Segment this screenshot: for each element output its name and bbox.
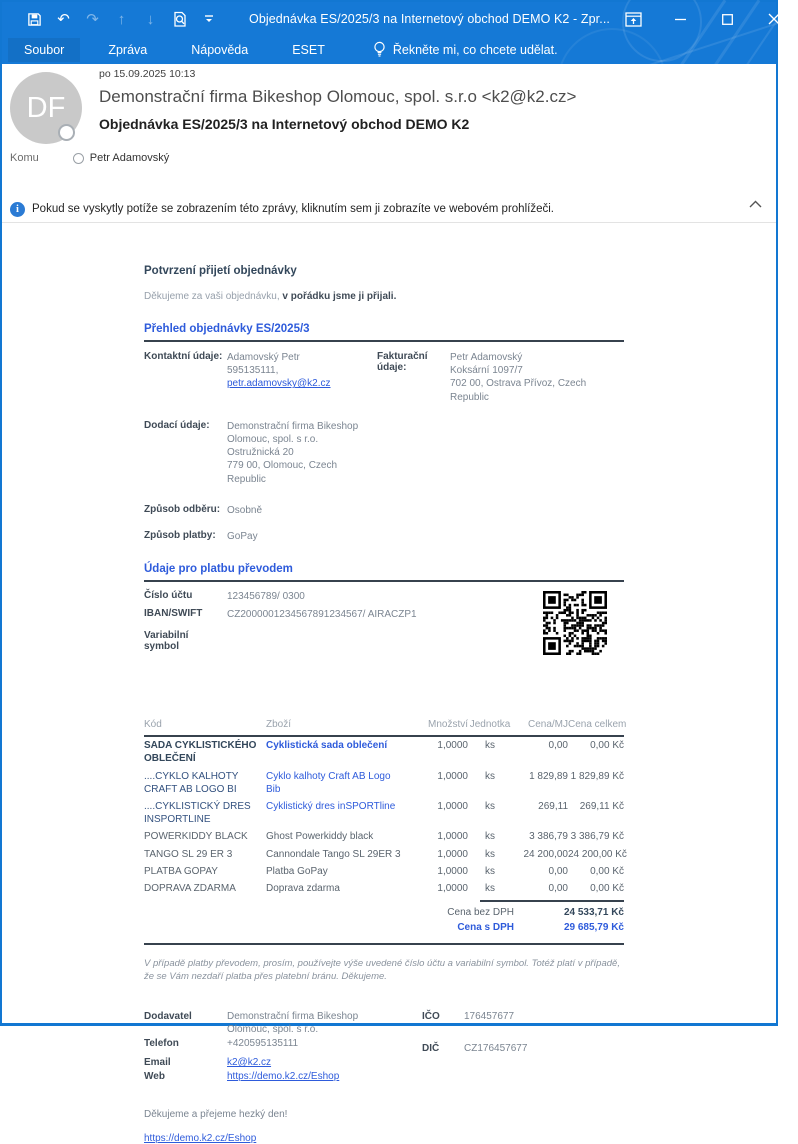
info-bar[interactable] xyxy=(2,196,776,223)
thanks-line: Děkujeme za vaši objednávku, v pořádku jsme ji přijali. xyxy=(144,291,397,302)
order-table-row xyxy=(144,737,624,767)
billing-label: Fakturační údaje: xyxy=(377,351,428,373)
item-price: 1 829,89 xyxy=(529,770,568,782)
item-code: TANGO SL 29 ER 3 xyxy=(144,848,233,860)
item-code: DOPRAVA ZDARMA xyxy=(144,882,236,894)
tab-soubor[interactable]: Soubor xyxy=(8,38,80,62)
iban-label: IBAN/SWIFT xyxy=(144,608,203,620)
item-qty: 1,0000 xyxy=(437,740,468,752)
item-unit: ks xyxy=(485,865,495,877)
item-name: Cannondale Tango SL 29ER 3 xyxy=(266,848,401,860)
item-code: PLATBA GOPAY xyxy=(144,865,218,877)
item-unit: ks xyxy=(485,882,495,894)
tab-napoveda[interactable]: Nápověda xyxy=(191,43,249,57)
order-table-header: Kód Zboží Množství Jednotka Cena/MJ Cena celkem xyxy=(144,719,627,731)
supplier-name: Demonstrační firma Bikeshop Olomouc, spol. s r.o. xyxy=(227,1010,359,1035)
dic-value: CZ176457677 xyxy=(464,1043,528,1055)
divider xyxy=(144,340,624,342)
supplier-web-link[interactable]: https://demo.k2.cz/Eshop xyxy=(227,1071,340,1083)
message-date: po 15.09.2025 10:13 xyxy=(99,68,196,80)
item-total: 1 829,89 Kč xyxy=(570,770,624,782)
total-label: Cena s DPH xyxy=(457,921,514,933)
item-total: 3 386,79 Kč xyxy=(570,831,624,843)
tab-eset[interactable]: ESET xyxy=(292,43,325,57)
order-total-row xyxy=(144,906,624,921)
account-value: 123456789/ 0300 xyxy=(227,591,305,603)
item-code: POWERKIDDY BLACK xyxy=(144,831,248,843)
contact-label: Kontaktní údaje: xyxy=(144,351,223,362)
order-table-row xyxy=(144,846,627,863)
sender-avatar[interactable]: DF xyxy=(10,72,82,144)
item-name[interactable]: Cyklo kalhoty Craft AB Logo Bib xyxy=(266,770,391,795)
iban-value: CZ2000001234567891234567/ AIRACZP1 xyxy=(227,609,417,621)
item-unit: ks xyxy=(485,801,495,812)
message-subject: Objednávka ES/2025/3 na Internetový obchod DEMO K2 xyxy=(99,116,470,132)
customize-toolbar-icon[interactable] xyxy=(194,6,223,32)
item-name: Platba GoPay xyxy=(266,865,328,877)
minimize-button[interactable] xyxy=(657,2,704,36)
print-preview-icon[interactable] xyxy=(165,6,194,32)
transfer-heading: Údaje pro platbu převodem xyxy=(144,563,293,576)
order-table-row xyxy=(144,768,624,798)
undo-icon[interactable]: ↶ xyxy=(57,11,70,28)
tell-me-label: Řekněte mi, co chcete udělat. xyxy=(392,43,558,57)
to-label: Komu xyxy=(10,152,39,164)
info-icon: i xyxy=(10,202,25,217)
item-unit: ks xyxy=(485,831,495,843)
supplier-label: Dodavatel xyxy=(144,1010,192,1022)
maximize-button[interactable] xyxy=(704,2,751,36)
delivery-label: Dodací údaje: xyxy=(144,419,210,431)
collapse-chevron-icon[interactable] xyxy=(749,200,762,212)
titlebar xyxy=(2,2,776,36)
order-total-row xyxy=(144,921,624,936)
quick-access-toolbar xyxy=(20,6,223,32)
payment-value: GoPay xyxy=(227,530,258,542)
ribbon-tab-row xyxy=(2,36,776,64)
ico-label: IČO xyxy=(422,1010,440,1022)
order-table xyxy=(144,716,627,945)
supplier-email-link[interactable]: k2@k2.cz xyxy=(227,1057,272,1069)
delivery-value: Demonstrační firma Bikeshop Olomouc, spol. s r.o. Ostružnická 20 779 00, Olomouc, Czech Republic xyxy=(227,420,359,485)
move-down-icon[interactable]: ↓ xyxy=(146,10,155,28)
item-name: Ghost Powerkiddy black xyxy=(266,831,374,843)
item-price: 3 386,79 xyxy=(529,831,568,843)
item-name[interactable]: Cyklistická sada oblečení xyxy=(266,740,388,752)
contact-email-link[interactable]: petr.adamovsky@k2.cz xyxy=(227,378,331,390)
window-title: Objednávka ES/2025/3 na Internetový obchod DEMO K2 - Zpr... xyxy=(249,12,610,26)
ico-value: 176457677 xyxy=(464,1010,515,1022)
item-qty: 1,0000 xyxy=(437,882,468,894)
order-overview-heading: Přehled objednávky ES/2025/3 xyxy=(144,323,310,335)
divider xyxy=(144,943,624,945)
item-price: 0,00 xyxy=(548,740,568,752)
closing-line: Děkujeme a přejeme hezký den! xyxy=(144,1108,288,1120)
pickup-label: Způsob odběru: xyxy=(144,503,221,515)
payment-note: V případě platby převodem, prosím, používejte výše uvedené číslo účtu a variabilní symbol. Totéž platí v případě, že se Vám nezdaří platba přes platební bránu. Děkujeme. xyxy=(144,958,620,983)
order-table-row xyxy=(144,863,624,880)
item-unit: ks xyxy=(485,740,495,752)
item-total: 269,11 Kč xyxy=(579,801,624,812)
total-label: Cena bez DPH xyxy=(447,907,514,919)
item-unit: ks xyxy=(485,848,495,860)
qr-code xyxy=(543,591,607,655)
mail-body xyxy=(144,265,627,1144)
billing-value: Petr Adamovský Koksární 1097/7 702 00, Ostrava Přívoz, Czech Republic xyxy=(450,352,587,403)
confirmation-heading: Potvrzení přijetí objednávky xyxy=(144,265,297,277)
window-controls xyxy=(610,2,798,36)
tab-zprava[interactable]: Zpráva xyxy=(108,43,148,57)
recipient-presence-icon xyxy=(73,153,84,164)
ribbon-display-options-icon[interactable] xyxy=(610,2,657,36)
divider xyxy=(144,580,624,582)
item-total: 0,00 Kč xyxy=(590,865,624,877)
web-label: Web xyxy=(144,1071,165,1083)
contact-value: Adamovský Petr 595135111, petr.adamovsky@k2.cz xyxy=(227,352,331,390)
recipient-name[interactable]: Petr Adamovský xyxy=(89,152,170,164)
item-name: Doprava zdarma xyxy=(266,882,340,894)
pickup-value: Osobně xyxy=(227,504,263,516)
footer-shop-link[interactable]: https://demo.k2.cz/Eshop xyxy=(144,1132,257,1144)
redo-icon[interactable]: ↷ xyxy=(86,11,99,28)
item-qty: 1,0000 xyxy=(437,801,468,812)
phone-value: +420595135111 xyxy=(227,1038,299,1050)
window-chrome xyxy=(2,2,776,64)
order-table-row xyxy=(144,798,624,828)
save-icon[interactable] xyxy=(20,6,49,32)
item-price: 0,00 xyxy=(548,865,568,877)
supplier-block xyxy=(144,1010,624,1084)
dic-label: DIČ xyxy=(422,1043,440,1055)
tell-me-box[interactable] xyxy=(373,41,558,60)
account-label: Číslo účtu xyxy=(144,590,193,602)
total-value: 24 533,71 Kč xyxy=(563,907,624,919)
item-qty: 1,0000 xyxy=(437,848,468,860)
item-qty: 1,0000 xyxy=(437,770,468,782)
item-qty: 1,0000 xyxy=(437,865,468,877)
item-total: 0,00 Kč xyxy=(590,740,624,752)
item-price: 0,00 xyxy=(548,882,568,894)
phone-label: Telefon xyxy=(144,1038,179,1050)
email-label: Email xyxy=(144,1057,171,1069)
item-total: 24 200,00 Kč xyxy=(568,848,627,860)
item-name[interactable]: Cyklistický dres inSPORTline xyxy=(266,801,396,812)
order-table-row xyxy=(144,828,624,845)
item-total: 0,00 Kč xyxy=(590,882,624,894)
info-bar-text: Pokud se vyskytly potíže se zobrazením této zprávy, kliknutím sem ji zobrazíte ve webovém prohlížeči. xyxy=(32,203,554,215)
item-code: SADA CYKLISTICKÉHO OBLEČENÍ xyxy=(144,740,257,765)
divider xyxy=(480,900,624,902)
variable-symbol-label: Variabilní symbol xyxy=(144,630,189,653)
move-up-icon[interactable]: ↑ xyxy=(117,10,126,28)
item-code: ....CYKLO KALHOTY CRAFT AB LOGO BI xyxy=(144,770,239,795)
sender-name[interactable]: Demonstrační firma Bikeshop Olomouc, spol. s.r.o <k2@k2.cz> xyxy=(99,87,577,106)
item-price: 24 200,00 xyxy=(523,848,568,860)
payment-label: Způsob platby: xyxy=(144,529,216,541)
presence-badge xyxy=(58,124,75,141)
item-code: ....CYKLISTICKÝ DRES INSPORTLINE xyxy=(144,801,251,826)
order-table-row xyxy=(144,880,624,897)
item-price: 269,11 xyxy=(538,801,568,812)
item-unit: ks xyxy=(485,770,495,782)
lightbulb-icon xyxy=(373,41,386,60)
total-value: 29 685,79 Kč xyxy=(563,921,624,933)
item-qty: 1,0000 xyxy=(437,831,468,843)
close-button[interactable] xyxy=(751,2,798,36)
